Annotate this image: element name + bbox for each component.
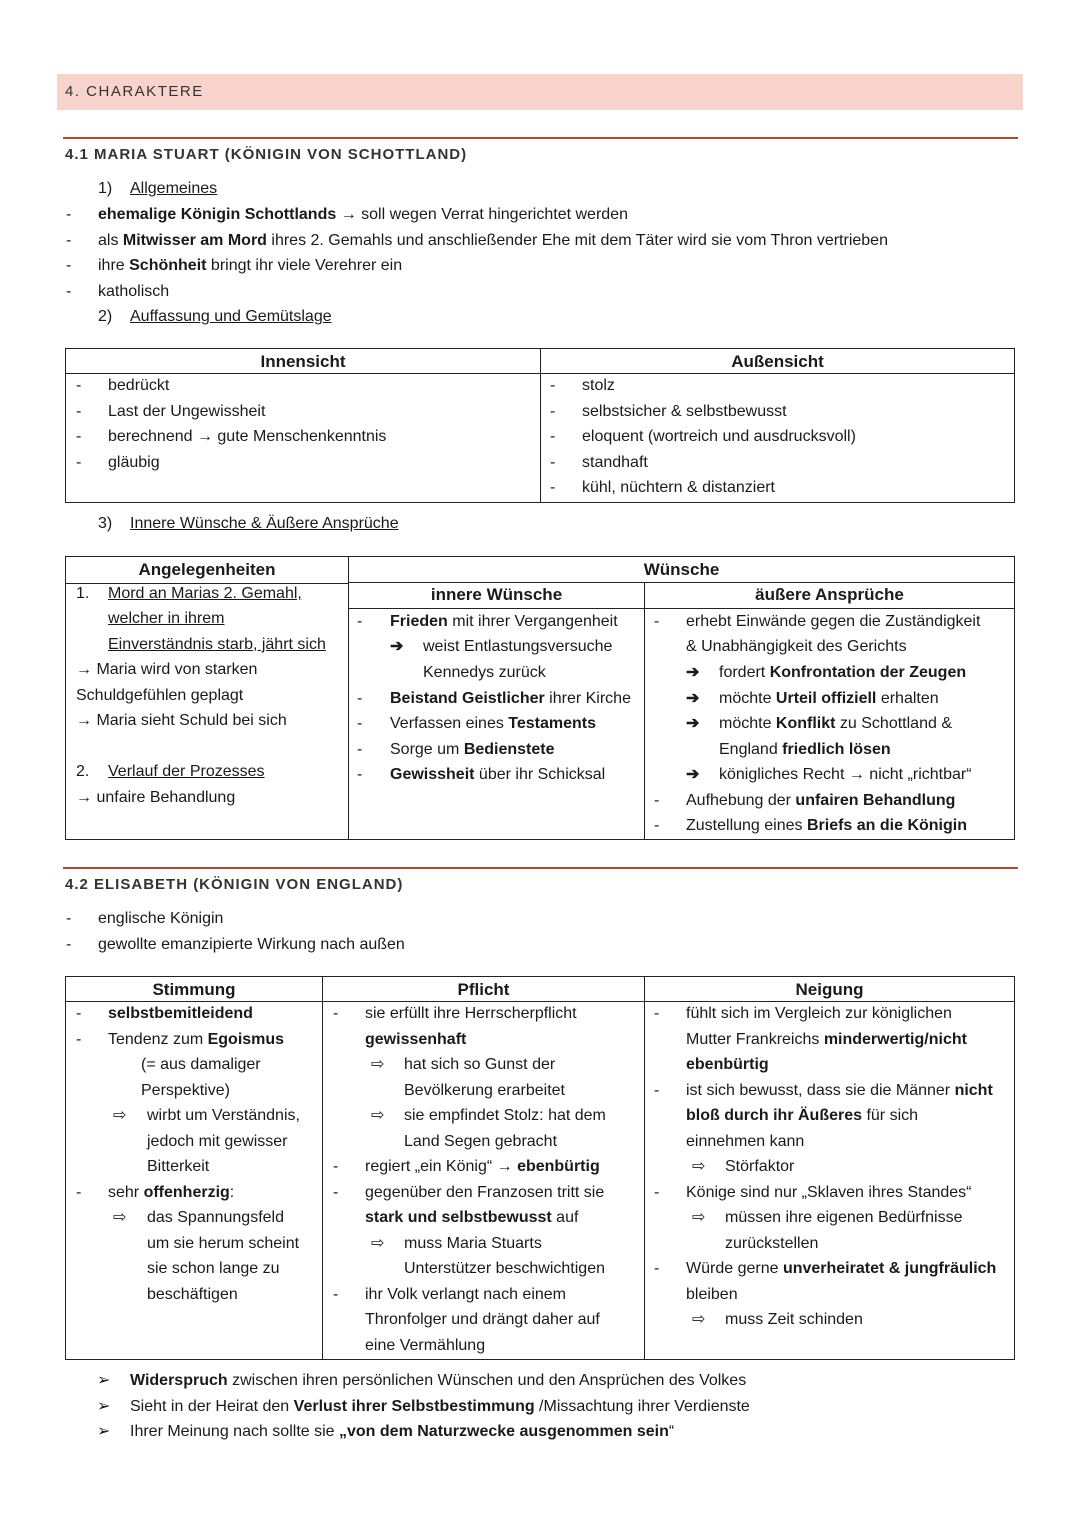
list-item: Kennedys zurück [423,664,546,681]
list-item: → Maria wird von starken [76,661,258,678]
hollow-arrow-icon: ⇨ [371,1107,385,1124]
list-item: - als Mitwisser am Mord ihres 2. Gemahls und anschließender Ehe mit dem Täter wird sie vom Thron vertrieben [66,232,888,249]
list-dash: - [76,377,82,394]
list-item: fühlt sich im Vergleich zur königlichen [686,1005,952,1022]
list-item: sehr offenherzig: [108,1184,235,1201]
header-innere-wuensche: innere Wünsche [430,585,563,604]
header-pflicht: Pflicht [457,980,510,999]
header-stimmung: Stimmung [152,980,236,999]
arrowhead-bullet-icon: ➢ [97,1372,111,1389]
list-item: Schuldgefühlen geplagt [76,687,244,704]
list-item: Gewissheit über ihr Schicksal [390,766,606,783]
list-item: beschäftigen [147,1286,238,1303]
list-item: sie erfüllt ihre Herrscherpflicht [365,1005,577,1022]
list-item: Bevölkerung erarbeitet [404,1082,565,1099]
list-item: England friedlich lösen [719,741,891,758]
list-item: muss Zeit schinden [725,1311,863,1328]
list-item: selbstsicher & selbstbewusst [582,402,787,420]
section-divider [63,137,1018,139]
list-item: Würde gerne unverheiratet & jungfräulich [686,1260,997,1277]
list-item: Verfassen eines Testaments [390,715,597,732]
list-item: zurückstellen [725,1235,819,1252]
list-item: (= aus damaliger [141,1056,261,1073]
arrow-icon: ➔ [686,664,700,681]
list-item: - ihre Schönheit bringt ihr viele Verehrer ein [66,257,403,274]
list-item: welcher in ihrem [108,610,225,627]
list-item: müssen ihre eigenen Bedürfnisse [725,1209,963,1226]
list-item: Land Segen gebracht [404,1133,558,1150]
list-item: stolz [582,377,615,394]
hollow-arrow-icon: ⇨ [371,1235,385,1252]
list-item: - gewollte emanzipierte Wirkung nach außen [66,936,405,953]
list-item: standhaft [582,453,648,471]
arrow-icon: ➔ [686,766,700,783]
list-item: Last der Ungewissheit [108,402,266,420]
arrowhead-bullet-icon: ➢ [97,1423,111,1440]
list-item: Mutter Frankreichs minderwertig/nicht [686,1031,967,1048]
list-item: gewissenhaft [365,1031,467,1048]
list-dash: - [76,402,82,420]
list-item: ihr Volk verlangt nach einem [365,1286,566,1303]
list-item: eloquent (wortreich und ausdrucksvoll) [582,428,856,445]
conclusion-item: Widerspruch zwischen ihren persönlichen Wünschen und den Ansprüchen des Volkes [130,1372,747,1389]
list-item: ist sich bewusst, dass sie die Männer nicht [686,1082,993,1099]
hollow-arrow-icon: ⇨ [113,1209,127,1226]
list-item: → Maria sieht Schuld bei sich [76,712,287,729]
header-aeussere-ansprueche: äußere Ansprüche [755,585,904,604]
list-item: Störfaktor [725,1158,795,1175]
header-angelegenheiten: Angelegenheiten [138,560,276,579]
list-item: - englische Königin [66,910,224,927]
list-item: - ehemalige Königin Schottlands → soll wegen Verrat hingerichtet werden [66,206,628,223]
list-item: Zustellung eines Briefs an die Königin [686,817,967,834]
list-item: sie empfindet Stolz: hat dem [404,1107,606,1124]
list-item: & Unabhängigkeit des Gerichts [686,638,907,655]
list-dash: - [76,428,82,445]
list-item: bedrückt [108,377,170,394]
list-item: kühl, nüchtern & distanziert [582,479,775,496]
list-item: Einverständnis starb, jährt sich [108,636,326,653]
conclusion-item: Sieht in der Heirat den Verlust ihrer Selbstbestimmung /Missachtung ihrer Verdienste [130,1398,750,1415]
hollow-arrow-icon: ⇨ [692,1158,706,1175]
list-item: möchte Konflikt zu Schottland & [719,715,952,732]
list-item: - katholisch [66,283,170,300]
arrow-icon: ➔ [686,715,700,732]
list-item: gläubig [108,453,160,471]
list-item: weist Entlastungsversuche [423,638,613,655]
list-dash: - [550,377,556,394]
list-item: 2. [76,763,90,780]
header-innensicht: Innensicht [260,352,346,371]
list-item: bloß durch ihr Äußeres für sich [686,1107,919,1124]
list-item: muss Maria Stuarts [404,1235,542,1252]
list-item: eine Vermählung [365,1337,486,1354]
list-item: Könige sind nur „Sklaven ihres Standes“ [686,1184,972,1201]
list-item: berechnend → gute Menschenkenntnis [108,428,387,445]
section-divider [63,867,1018,869]
list-item: 1. [76,585,90,602]
list-item: Mord an Marias 2. Gemahl, [108,585,302,602]
list-item: Unterstützer beschwichtigen [404,1260,605,1277]
section-title-maria: 4.1 MARIA STUART (KÖNIGIN VON SCHOTTLAND) [65,146,468,163]
header-neigung: Neigung [795,980,864,999]
list-item: hat sich so Gunst der [404,1056,556,1073]
list-item: bleiben [686,1286,738,1303]
list-item: selbstbemitleidend [108,1005,253,1022]
arrow-icon: ➔ [686,690,700,707]
list-item: stark und selbstbewusst auf [365,1209,579,1226]
list-item: sie schon lange zu [147,1260,280,1277]
list-item: gegenüber den Franzosen tritt sie [365,1184,605,1201]
hollow-arrow-icon: ⇨ [113,1107,127,1124]
list-item: fordert Konfrontation der Zeugen [719,664,967,681]
conclusion-item: Ihrer Meinung nach sollte sie „von dem Naturzwecke ausgenommen sein“ [130,1423,675,1440]
list-dash: - [550,453,556,471]
list-item: königliches Recht → nicht „richtbar“ [719,766,972,783]
list-item: ebenbürtig [686,1056,769,1073]
list-item: Thronfolger und drängt daher auf [365,1311,600,1328]
header-wuensche: Wünsche [643,560,720,579]
hollow-arrow-icon: ⇨ [692,1311,706,1328]
list-item: Sorge um Bedienstete [390,741,555,758]
list-item: einnehmen kann [686,1133,805,1150]
list-item: → unfaire Behandlung [76,789,236,806]
hollow-arrow-icon: ⇨ [692,1209,706,1226]
hollow-arrow-icon: ⇨ [371,1056,385,1073]
list-item: Beistand Geistlicher ihrer Kirche [390,690,631,707]
list-item: erhebt Einwände gegen die Zuständigkeit [686,613,981,630]
list-item: Verlauf der Prozesses [108,763,265,780]
list-item: jedoch mit gewisser [147,1133,288,1150]
arrow-icon: ➔ [390,638,404,655]
list-item: Tendenz zum Egoismus [108,1031,285,1048]
header-aussensicht: Außensicht [731,352,824,371]
list-dash: - [550,402,556,420]
list-dash: - [550,428,556,445]
list-item: das Spannungsfeld [147,1209,284,1226]
chapter-title: 4. CHARAKTERE [65,83,204,100]
subheading-allgemeines: 1) Allgemeines [98,180,218,197]
arrowhead-bullet-icon: ➢ [97,1398,111,1415]
list-item: um sie herum scheint [147,1235,300,1252]
subheading-wuensche: 3) Innere Wünsche & Äußere Ansprüche [98,515,399,532]
list-item: Perspektive) [141,1082,230,1099]
section-title-elisabeth: 4.2 ELISABETH (KÖNIGIN VON ENGLAND) [65,876,404,893]
list-dash: - [76,453,82,471]
list-item: regiert „ein König“ → ebenbürtig [365,1158,600,1175]
list-item: Frieden mit ihrer Vergangenheit [390,613,618,630]
list-item: Aufhebung der unfairen Behandlung [686,792,956,809]
list-item: Bitterkeit [147,1158,210,1175]
list-dash: - [550,479,556,496]
subheading-auffassung: 2) Auffassung und Gemütslage [98,308,332,325]
list-item: wirbt um Verständnis, [147,1107,300,1124]
list-item: möchte Urteil offiziell erhalten [719,690,939,707]
